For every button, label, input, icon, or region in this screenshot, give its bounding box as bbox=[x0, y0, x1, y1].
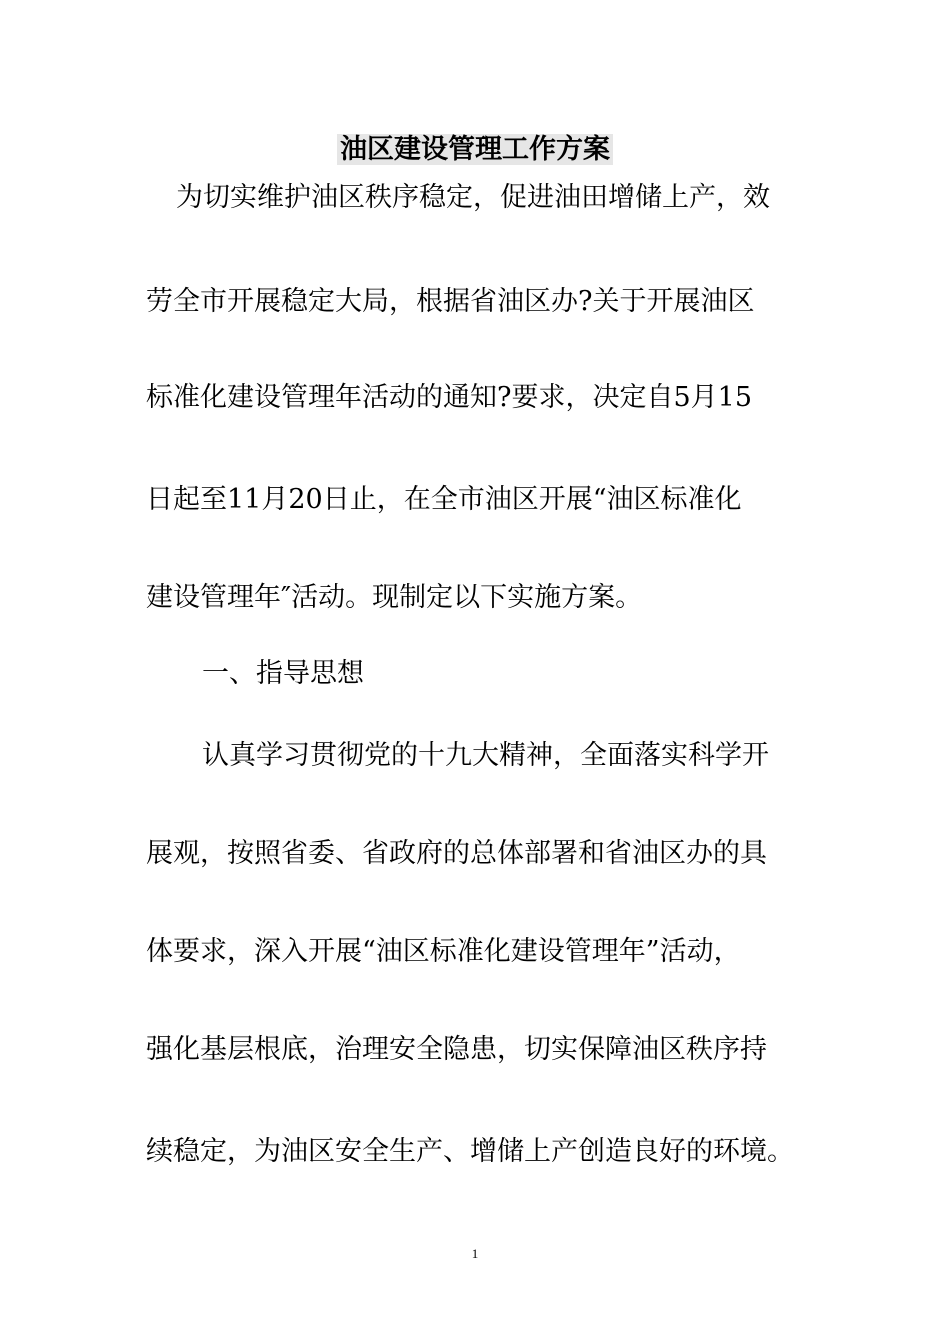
section-heading: 一、指导思想 bbox=[202, 658, 364, 689]
page-number: 1 bbox=[471, 1246, 479, 1261]
paragraph-line: 为切实维护油区秩序稳定，促进油田增储上产，效 bbox=[176, 182, 770, 213]
paragraph-line: 强化基层根底，治理安全隐患，切实保障油区秩序持 bbox=[146, 1034, 767, 1065]
paragraph-line: 续稳定，为油区安全生产、增储上产创造良好的环境。 bbox=[146, 1136, 794, 1167]
paragraph-line: 体要求，深入开展“油区标准化建设管理年”活动， bbox=[146, 936, 741, 967]
paragraph-line: 劳全市开展稳定大局，根据省油区办?关于开展油区 bbox=[146, 286, 755, 317]
paragraph-line: 建设管理年″活动。现制定以下实施方案。 bbox=[146, 582, 643, 613]
paragraph-line: 展观，按照省委、省政府的总体部署和省油区办的具 bbox=[146, 838, 767, 869]
paragraph-line: 日起至11月20日止，在全市油区开展“油区标准化 bbox=[146, 484, 742, 515]
paragraph-line: 标准化建设管理年活动的通知?要求，决定自5月15 bbox=[146, 382, 753, 413]
paragraph-line: 认真学习贯彻党的十九大精神，全面落实科学开 bbox=[202, 740, 769, 771]
document-title: 油区建设管理工作方案 bbox=[0, 130, 950, 170]
